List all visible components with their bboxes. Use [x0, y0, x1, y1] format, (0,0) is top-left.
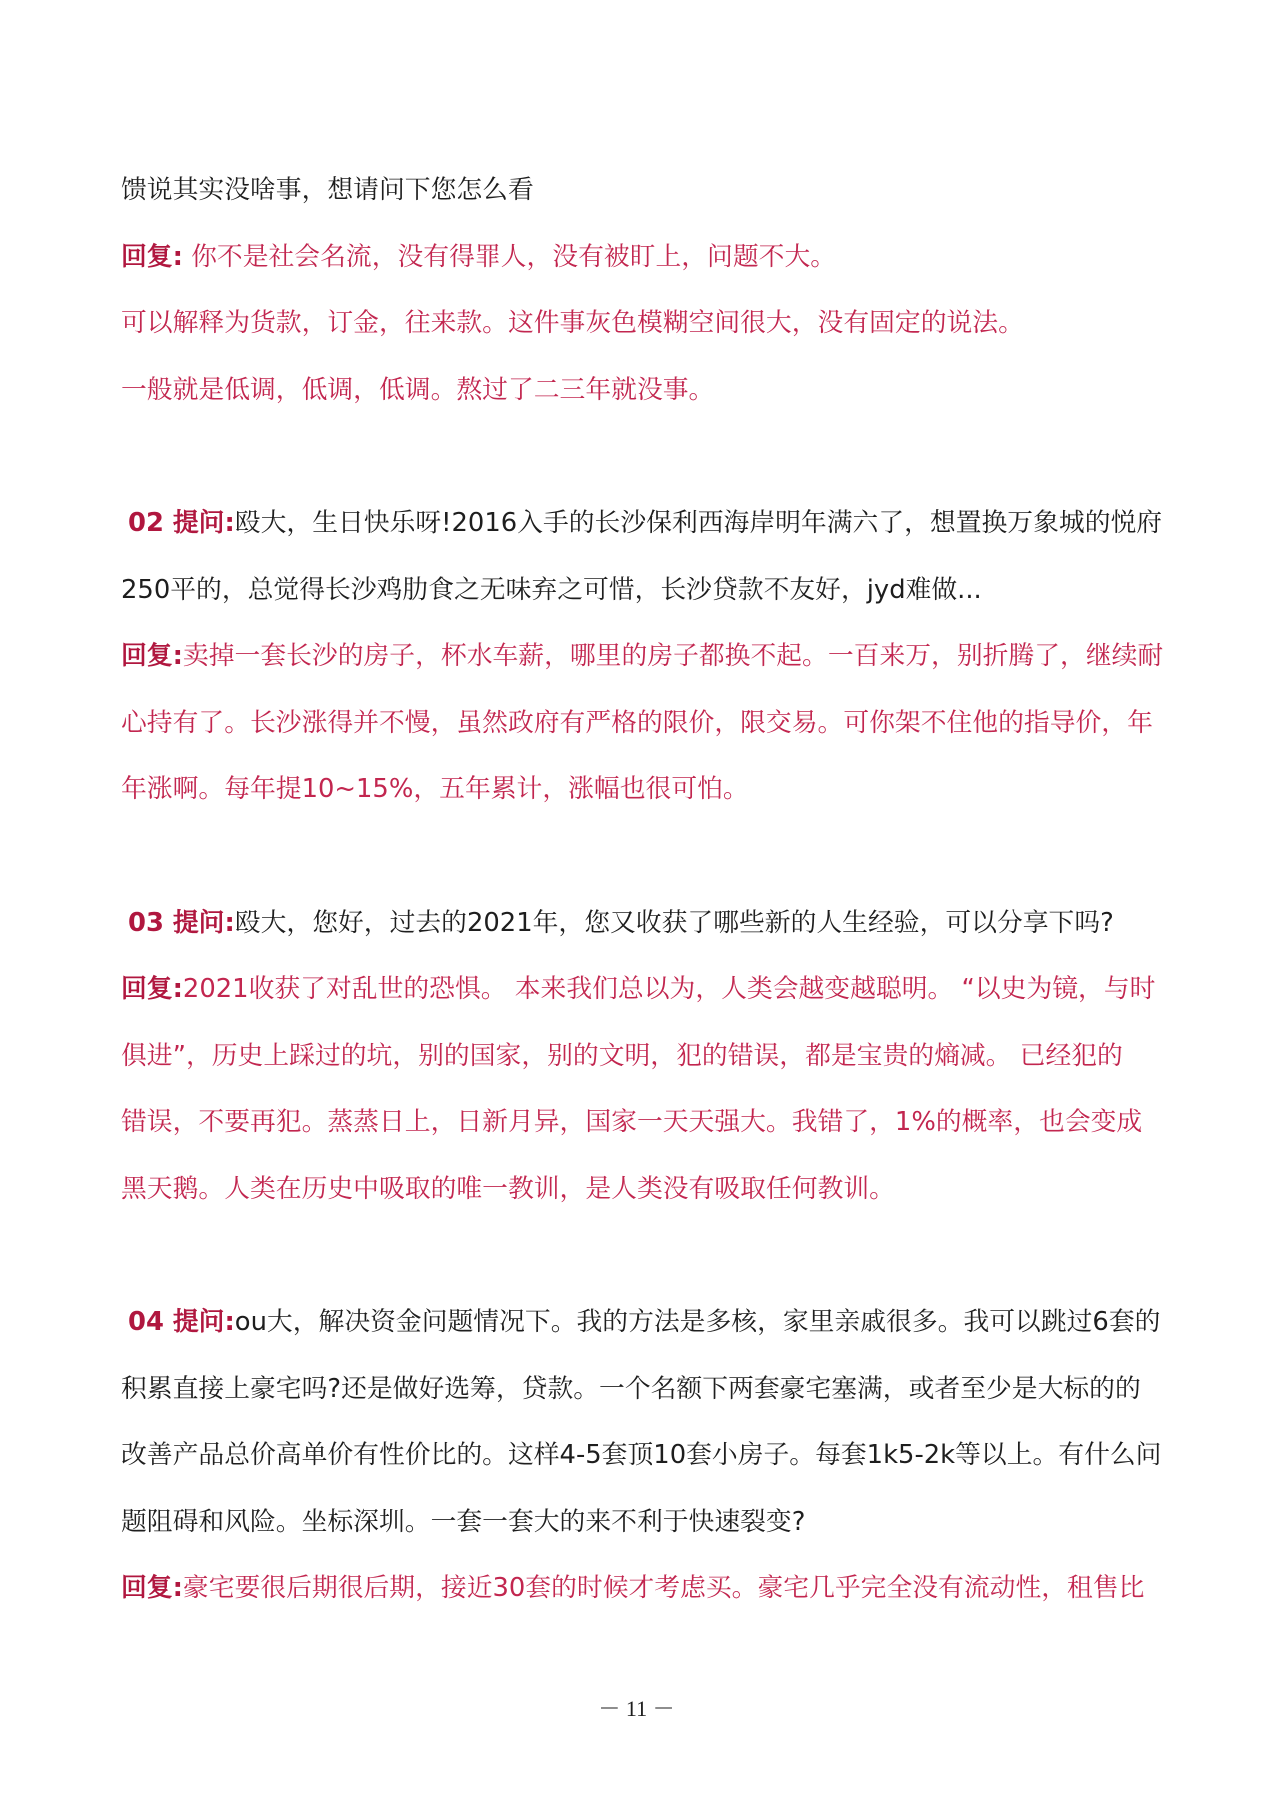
question-line	[121, 890, 1181, 957]
answer-line: 可以解释为货款，订金，往来款。这件事灰色模糊空间很大，没有固定的说法。	[121, 308, 1024, 339]
answer-label: 回复:	[121, 641, 183, 672]
question-label: 03 提问:	[128, 907, 235, 938]
answer-label: 回复:	[121, 1573, 183, 1604]
question-text: 殴大，您好，过去的2021年，您又收获了哪些新的人生经验，可以分享下吗?	[234, 907, 1114, 938]
section-gap	[121, 823, 1181, 890]
question-line	[121, 1289, 1181, 1356]
qa-section	[121, 490, 1181, 823]
answer-line	[121, 1555, 1181, 1622]
answer-line: 一般就是低调，低调，低调。熬过了二三年就没事。	[121, 374, 715, 405]
question-text: ou大，解决资金问题情况下。我的方法是多核，家里亲戚很多。我可以跳过6套的	[234, 1307, 1161, 1338]
answer-line: 俱进”，历史上踩过的坑，别的国家，别的文明，犯的错误，都是宝贵的熵减。 已经犯的	[121, 1040, 1123, 1071]
qa-section	[121, 890, 1181, 1223]
qa-section	[121, 1289, 1181, 1622]
answer-text: 卖掉一套长沙的房子，杯水车薪，哪里的房子都换不起。一百来万，别折腾了，继续耐	[182, 641, 1164, 672]
answer-line: 年涨啊。每年提10~15%，五年累计，涨幅也很可怕。	[121, 774, 749, 805]
answer-text: 豪宅要很后期很后期，接近30套的时候才考虑买。豪宅几乎完全没有流动性，租售比	[182, 1573, 1145, 1604]
section-gap	[121, 423, 1181, 490]
answer-text: 2021收获了对乱世的恐惧。 本来我们总以为，人类会越变越聪明。 “以史为镜，与时	[182, 974, 1156, 1005]
answer-text: 你不是社会名流，没有得罪人，没有被盯上，问题不大。	[182, 241, 837, 272]
question-line	[121, 490, 1181, 557]
answer-label: 回复:	[121, 974, 183, 1005]
answer-line	[121, 623, 1181, 690]
question-line: 积累直接上豪宅吗?还是做好选筹，贷款。一个名额下两套豪宅塞满，或者至少是大标的的	[121, 1373, 1141, 1404]
question-line: 馈说其实没啥事，想请问下您怎么看	[121, 175, 534, 205]
question-line: 250平的，总觉得长沙鸡肋食之无味弃之可惜，长沙贷款不友好，jyd难做...	[121, 574, 982, 605]
answer-line: 错误，不要再犯。蒸蒸日上，日新月异，国家一天天强大。我错了，1%的概率，也会变成	[121, 1107, 1143, 1138]
answer-line	[121, 956, 1181, 1023]
document-body	[121, 157, 1181, 1622]
question-text: 殴大，生日快乐呀!2016入手的长沙保利西海岸明年满六了，想置换万象城的悦府	[234, 507, 1163, 538]
page-number: － 11 －	[598, 1696, 675, 1721]
answer-label: 回复:	[121, 241, 183, 272]
answer-line: 心持有了。长沙涨得并不慢，虽然政府有严格的限价，限交易。可你架不住他的指导价，年	[121, 707, 1153, 738]
question-label: 04 提问:	[128, 1307, 235, 1338]
question-line: 题阻碍和风险。坐标深圳。一套一套大的来不利于快速裂变?	[121, 1506, 806, 1537]
question-line: 改善产品总价高单价有性价比的。这样4-5套顶10套小房子。每套1k5-2k等以上。有什么问	[121, 1440, 1162, 1471]
section-gap	[121, 1223, 1181, 1290]
answer-line: 黑天鹅。人类在历史中吸取的唯一教训，是人类没有吸取任何教训。	[121, 1173, 895, 1204]
qa-section	[121, 157, 1181, 423]
question-label: 02 提问:	[128, 507, 235, 538]
answer-line	[121, 224, 1181, 291]
